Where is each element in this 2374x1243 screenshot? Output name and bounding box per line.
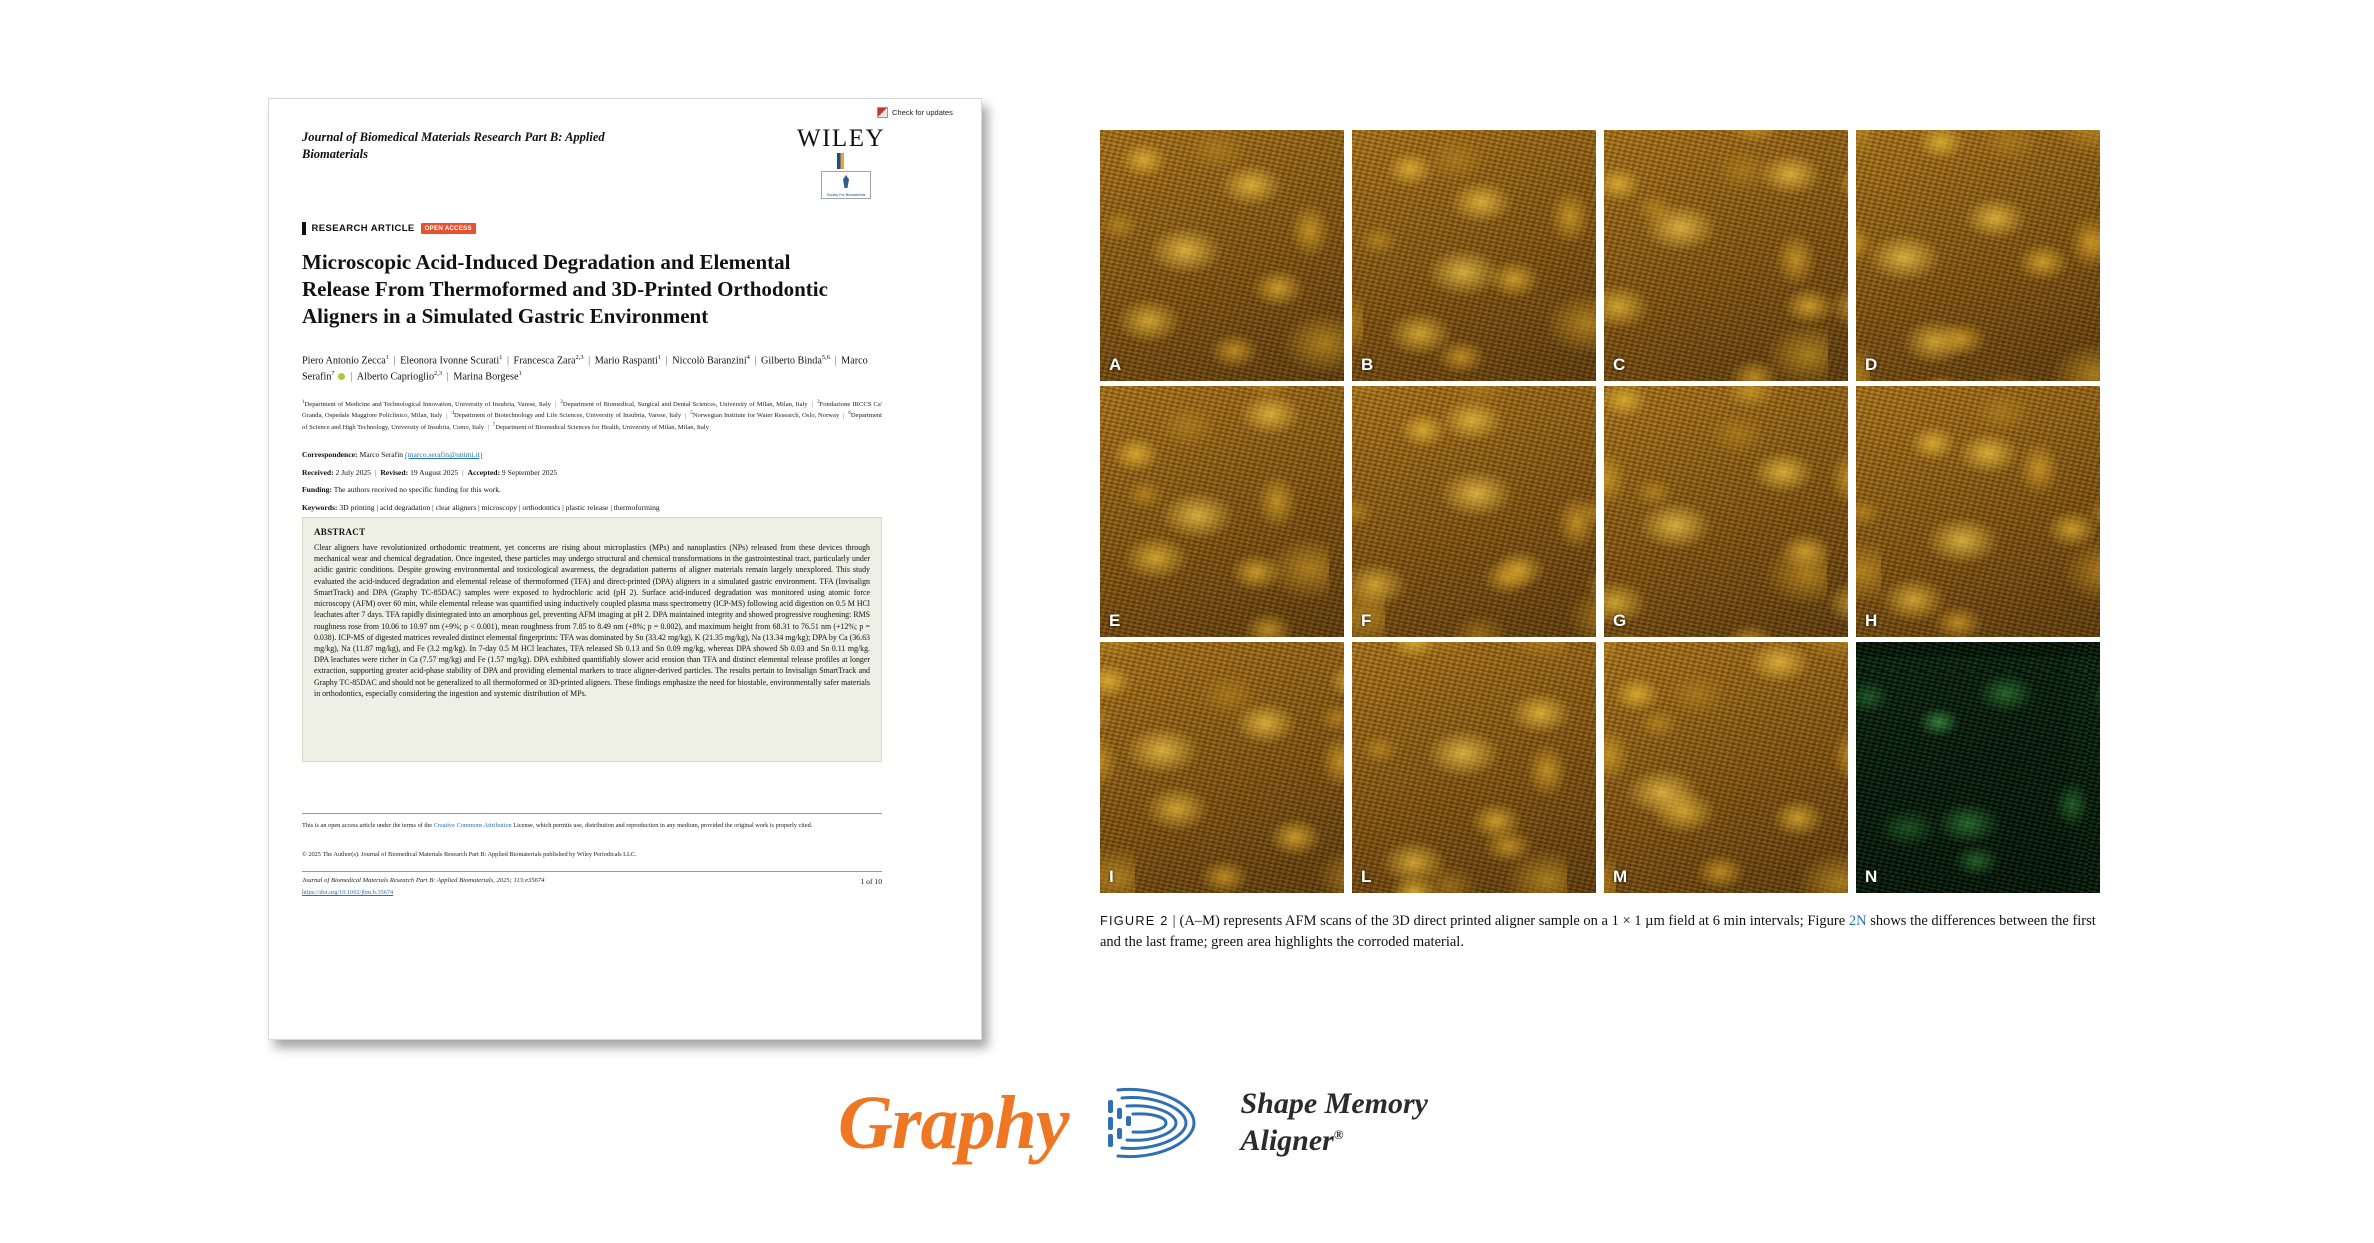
paper-page [268, 98, 982, 1040]
received-label: Received: [302, 468, 334, 477]
received-value: 2 July 2025 [335, 468, 371, 477]
figure-caption-label: FIGURE 2 [1100, 913, 1169, 928]
afm-panel-label: E [1109, 611, 1121, 630]
afm-panel-label: I [1109, 867, 1115, 886]
afm-image [1604, 130, 1848, 381]
afm-image [1100, 130, 1344, 381]
figure-caption-part2: shows the differences between the first and the last frame; green area highlights the corroded material. [1100, 913, 2096, 951]
journal-title: Journal of Biomedical Materials Research Part B: Applied Biomaterials [302, 130, 605, 161]
afm-panel-label: F [1361, 611, 1372, 630]
afm-image [1856, 130, 2100, 381]
registered-mark: ® [1333, 1127, 1344, 1142]
afm-image [1100, 642, 1344, 893]
license-prefix: This is an open access article under the terms of the [302, 822, 434, 829]
afm-panel [1604, 130, 1848, 381]
afm-image [1352, 130, 1596, 381]
society-logo-label: Society For Biomaterials [826, 192, 866, 197]
afm-panel [1352, 386, 1596, 637]
author-list: Piero Antonio Zecca$^1$ | Eleonora Ivonne Scurati$^1$ | Francesca Zara$^{2,3}$ | Mario Raspanti$^1$ | Niccolò Baranzini$^4$ | Gilberto Binda$^{5,6}$ | Marco Serafin$^7$ | Alberto Caprioglio$^{2,3}$ | Marina Borgese$^1$ [302, 354, 868, 383]
graphy-tagline-line1: Shape Memory [1240, 1087, 1428, 1121]
afm-panel-label: B [1361, 355, 1374, 374]
afm-image [1352, 642, 1596, 893]
abstract-box [302, 517, 882, 762]
correspondence-name: Marco Serafin [359, 450, 404, 459]
graphy-wordmark: Graphy [838, 1081, 1069, 1165]
citation-line: Journal of Biomedical Materials Research Part B: Applied Biomaterials, 2025; 113:e35674 [302, 877, 545, 884]
accepted-value: 9 September 2025 [501, 468, 558, 477]
afm-panel-label: D [1865, 355, 1878, 374]
afm-panel [1856, 130, 2100, 381]
afm-panel [1352, 130, 1596, 381]
afm-panel-label: C [1613, 355, 1626, 374]
abstract-heading: ABSTRACT [314, 527, 366, 537]
afm-image [1856, 386, 2100, 637]
copyright-text: © 2025 The Author(s). Journal of Biomedical Materials Research Part B: Applied Biomaterials published by Wiley Periodicals LLC. [302, 851, 637, 858]
graphy-brand-lockup [838, 1080, 1428, 1166]
page-number: 1 of 10 [860, 877, 882, 886]
footer-divider-bottom [302, 871, 882, 872]
license-link[interactable]: Creative Commons Attribution [433, 822, 512, 829]
afm-panel-label: A [1109, 355, 1122, 374]
license-suffix: License, which permits use, distribution and reproduction in any medium, provided the original work is properly cited. [511, 822, 813, 829]
figure-caption-link[interactable]: 2N [1848, 913, 1867, 929]
graphy-tagline [1240, 1086, 1428, 1159]
article-type-label: RESEARCH ARTICLE [311, 223, 415, 234]
open-access-badge: OPEN ACCESS [421, 223, 476, 234]
abstract-text: Clear aligners have revolutionized orthodontic treatment, yet concerns are rising about microplastics (MPs) and nanoplastics (NPs) released from these devices through mechanical wear and chemical degradation. Once ingested, these particles may undergo structural and chemical transformations in the gastrointestinal tract, particularly under acidic gastric conditions. Despite growing environmental and toxicological awareness, the degradation patterns of aligner materials remain largely unexplored. This study evaluated the acid-induced degradation and elemental release of thermoformed (TFA) and direct-printed (DPA) aligners in a simulated gastric environment. TFA (Invisalign SmartTrack) and DPA (Graphy TC-85DAC) samples were exposed to hydrochloric acid (pH 2). Surface acid-induced degradation was monitored using atomic force microscopy (AFM) over 60 min, while elemental release was quantified using inductively coupled plasma mass spectrometry (ICP-MS) following acid digestion on 0.5 M HCl leachates after 7 days. TFA rapidly disintegrated into an amorphous gel, preventing AFM imaging at pH 2. DPA maintained integrity and showed progressive roughening: RMS roughness rose from 10.06 to 10.97 nm (+9%; p < 0.001), mean roughness from 7.85 to 8.49 nm (+8%; p = 0.002), and maximum height from 68.31 to 76.51 nm (+12%; p = 0.038). ICP-MS of digested matrices revealed distinct elemental fingerprints: TFA was dominated by Sn (33.42 mg/kg), K (21.35 mg/kg), Na (13.34 mg/kg); DPA by Ca (36.63 mg/kg), Na (11.87 mg/kg), and Fe (3.2 mg/kg). In 7-day 0.5 M HCl leachates, TFA released Sb 0.13 and Sn 0.09 mg/kg, whereas DPA showed Sb 0.03 and Sn 0.11 mg/kg. DPA leachates were richer in Ca (7.57 mg/kg) and Fe (1.57 mg/kg). DPA exhibited quantifiably slower acid erosion than TFA and distinct elemental release profiles at longer extraction, supporting greater acid-phase stability of DPA and providing elemental markers to trace aligner-derived particles. The results pertain to Invisalign SmartTrack and Graphy TC-85DAC and should not be generalized to all thermoformed or 3D-printed aligners. These findings emphasize the need for biostable, environmentally safer materials in orthodontics, especially considering the ingestion and systemic distribution of MPs. [314, 543, 870, 698]
afm-panel-label: L [1361, 867, 1372, 886]
graphy-logo-icon [1102, 1080, 1206, 1166]
check-for-updates-label: Check for updates [892, 108, 953, 117]
afm-panel [1604, 386, 1848, 637]
revised-label: Revised: [380, 468, 409, 477]
afm-panel-label: N [1865, 867, 1878, 886]
figure-caption [1100, 911, 2112, 953]
afm-panel [1604, 642, 1848, 893]
afm-panel-label: M [1613, 867, 1628, 886]
society-shield-icon [843, 175, 849, 188]
affiliation-list: $^1$Department of Medicine and Technological Innovation, University of Insubria, Varese, Italy | $^2$Department of Biomedical, Surgical and Dental Sciences, University of Milan, Milan, Italy | $^3$Fondazione IRCCS Ca' Granda, Ospedale Maggiore Policlinico, Milan, Italy | $^4$Department of Biotechnology and Life Sciences, University of Insubria, Varese, Italy | $^5$Norwegian Institute for Water Research, Oslo, Norway | $^6$Department of Science and High Technology, University of Insubria, Como, Italy | $^7$Department of Biomedical Sciences for Health, University of Milan, Milan, Italy [302, 400, 882, 431]
funding-line [302, 484, 882, 495]
afm-panel-label: G [1613, 611, 1627, 630]
paper-title: Microscopic Acid-Induced Degradation and Elemental Release From Thermoformed and 3D-Printed Orthodontic Aligners in a Simulated Gastric Environment [302, 250, 828, 328]
afm-panel [1352, 642, 1596, 893]
crossmark-icon [877, 107, 888, 118]
footer-divider-top [302, 813, 882, 814]
society-logo [821, 171, 871, 199]
correspondence-email-link[interactable]: (marco.serafin@unimi.it) [405, 450, 483, 459]
afm-panel-grid [1100, 130, 2112, 893]
afm-image [1100, 386, 1344, 637]
afm-panel [1100, 386, 1344, 637]
keywords-value: 3D printing | acid degradation | clear aligners | microscopy | orthodontics | plastic release | thermoforming [339, 503, 660, 512]
correspondence-label: Correspondence: [302, 450, 358, 459]
funding-label: Funding: [302, 485, 332, 494]
dates-line: Received: 2 July 2025 | Revised: 19 August 2025 | Accepted: 9 September 2025 [302, 468, 558, 477]
afm-panel [1100, 130, 1344, 381]
revised-value: 19 August 2025 [410, 468, 459, 477]
check-for-updates-badge[interactable] [877, 107, 953, 118]
article-type-bar-icon [302, 222, 306, 235]
graphy-tagline-aligner: Aligner [1240, 1124, 1334, 1157]
wiley-logo: WILEY [797, 125, 886, 152]
afm-difference-image [1856, 642, 2100, 893]
wiley-mark-icon [837, 153, 844, 169]
keywords-label: Keywords: [302, 503, 338, 512]
afm-image [1352, 386, 1596, 637]
correspondence-line [302, 449, 882, 460]
article-type-row [302, 222, 476, 235]
figure-caption-separator: | [1172, 913, 1176, 929]
doi-link[interactable]: https://doi.org/10.1002/jbm.b.35674 [302, 889, 394, 896]
keywords-line [302, 502, 882, 513]
afm-panel-corroded [1856, 642, 2100, 893]
afm-panel-label: H [1865, 611, 1878, 630]
afm-image [1604, 642, 1848, 893]
paper-page-content [269, 99, 981, 1039]
afm-panel [1856, 386, 2100, 637]
graphy-tagline-line2 [1240, 1123, 1428, 1160]
afm-panel [1100, 642, 1344, 893]
accepted-label: Accepted: [467, 468, 501, 477]
funding-value: The authors received no specific funding for this work. [333, 485, 501, 494]
figure-2 [1100, 130, 2112, 953]
figure-caption-part1: (A–M) represents AFM scans of the 3D direct printed aligner sample on a 1 × 1 µm field at 6 min intervals; Figure [1179, 913, 1849, 929]
afm-image [1604, 386, 1848, 637]
license-text [302, 821, 882, 830]
